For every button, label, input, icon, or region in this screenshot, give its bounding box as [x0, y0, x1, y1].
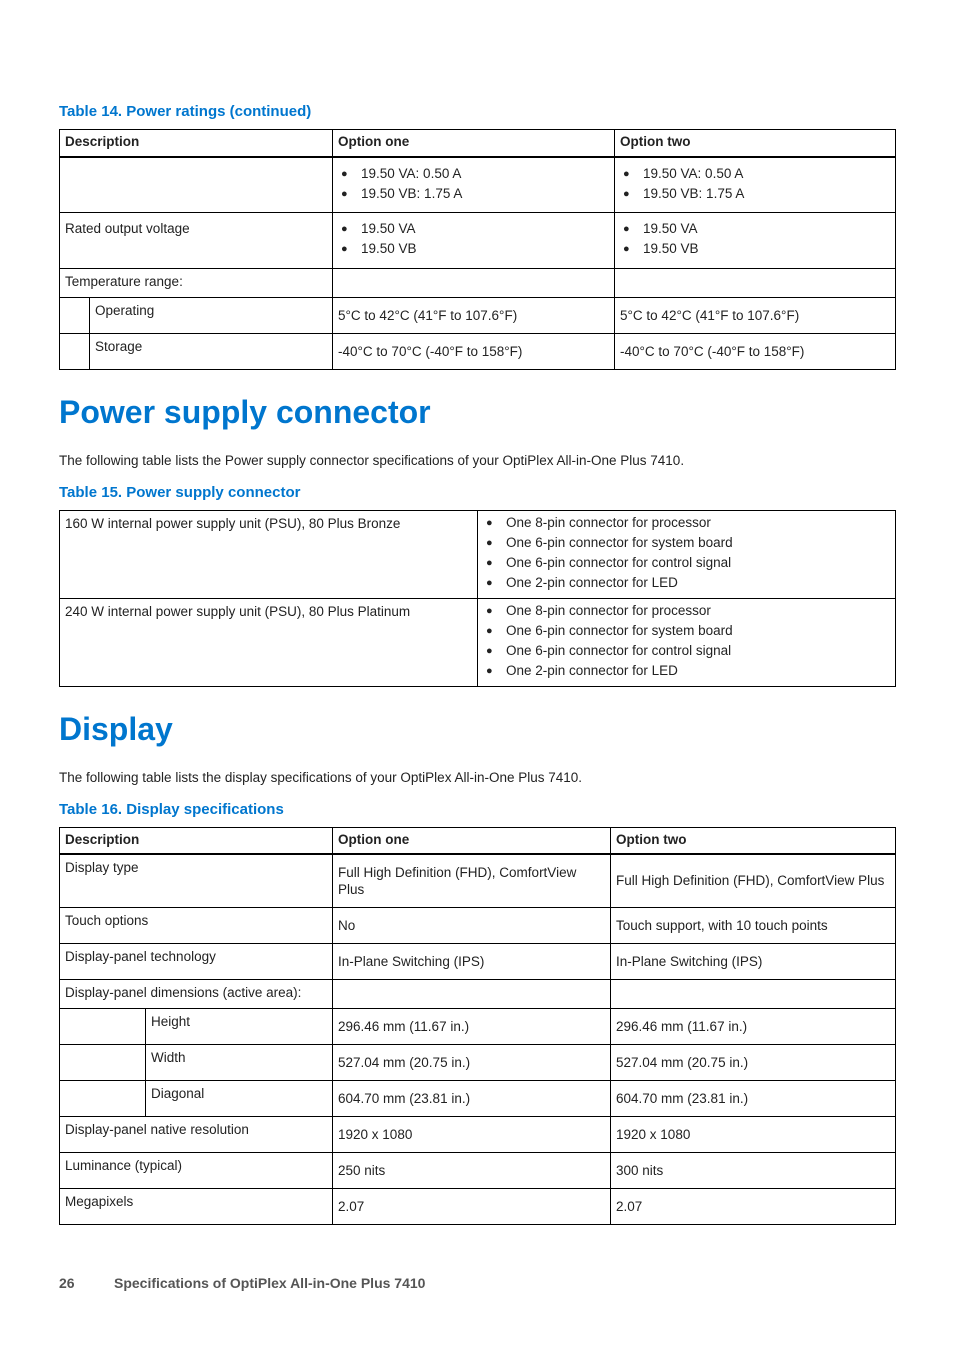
table-row: [60, 269, 896, 298]
table-cell: Megapixels: [60, 1189, 333, 1225]
table-cell: 160 W internal power supply unit (PSU), 80 Plus Bronze: [60, 511, 478, 599]
table-cell: Operating: [90, 298, 333, 334]
table-row: [60, 980, 896, 1009]
table-cell: Diagonal: [146, 1081, 333, 1117]
table-cell: Rated output voltage: [60, 213, 333, 269]
table-cell: [615, 269, 896, 298]
table-cell: 5°C to 42°C (41°F to 107.6°F): [615, 298, 896, 334]
table-row: [60, 157, 896, 213]
table-cell: [333, 213, 615, 269]
table-cell: [615, 213, 896, 269]
list-item: ● One 6-pin connector for system board: [483, 533, 890, 553]
table-cell: 604.70 mm (23.81 in.): [333, 1081, 611, 1117]
table-row: [60, 334, 896, 370]
list-item: ● One 6-pin connector for system board: [483, 621, 890, 641]
table-row: [60, 1009, 896, 1045]
list-item: ● 19.50 VB: [620, 239, 890, 259]
table-row: [60, 213, 896, 269]
table-cell: 240 W internal power supply unit (PSU), 80 Plus Platinum: [60, 599, 478, 687]
table-cell: [333, 157, 615, 213]
table-cell: 296.46 mm (11.67 in.): [611, 1009, 896, 1045]
list-item: ● 19.50 VA: 0.50 A: [338, 164, 609, 184]
table-cell: In-Plane Switching (IPS): [333, 944, 611, 980]
table-cell: Full High Definition (FHD), ComfortView Plus: [333, 854, 611, 908]
table-cell: 296.46 mm (11.67 in.): [333, 1009, 611, 1045]
power-supply-connector-table: [59, 510, 896, 687]
list-item: ● 19.50 VB: 1.75 A: [338, 184, 609, 204]
table-cell: Storage: [90, 334, 333, 370]
table-row: [60, 944, 896, 980]
table-cell: Width: [146, 1045, 333, 1081]
table-cell: 2.07: [611, 1189, 896, 1225]
table-row: [60, 298, 896, 334]
header-option-one: Option one: [333, 130, 615, 157]
table-cell: 2.07: [333, 1189, 611, 1225]
header-description: Description: [60, 130, 333, 157]
table-cell: -40°C to 70°C (-40°F to 158°F): [333, 334, 615, 370]
table-row: [60, 908, 896, 944]
list-item: ● One 6-pin connector for control signal: [483, 641, 890, 661]
table-cell: Display-panel dimensions (active area):: [60, 980, 333, 1009]
list-item: ● 19.50 VA: [338, 219, 609, 239]
table-cell: [478, 511, 896, 599]
table-cell: Touch support, with 10 touch points: [611, 908, 896, 944]
table-cell: Display-panel native resolution: [60, 1117, 333, 1153]
table-cell: No: [333, 908, 611, 944]
table-cell: Full High Definition (FHD), ComfortView Plus: [611, 854, 896, 908]
table-cell: [615, 157, 896, 213]
table-cell: [60, 298, 90, 334]
page-footer: [59, 1275, 425, 1291]
table-cell: Temperature range:: [60, 269, 333, 298]
table-row: [60, 1045, 896, 1081]
table-cell: [60, 1009, 146, 1045]
header-option-two: Option two: [611, 828, 896, 854]
table15-caption: Table 15. Power supply connector: [59, 484, 301, 501]
footer-section-title: Specifications of OptiPlex All-in-One Plus 7410: [114, 1275, 426, 1291]
table-cell: 1920 x 1080: [333, 1117, 611, 1153]
display-specifications-table: [59, 827, 896, 1225]
table-row: [60, 854, 896, 908]
section-title-display: Display: [59, 711, 173, 747]
table16-caption: Table 16. Display specifications: [59, 801, 284, 818]
table-row: [60, 1189, 896, 1225]
power-ratings-table: [59, 129, 896, 370]
list-item: ● 19.50 VA: 0.50 A: [620, 164, 890, 184]
table-cell: [333, 269, 615, 298]
table-row: [60, 1081, 896, 1117]
list-item: ● One 2-pin connector for LED: [483, 661, 890, 681]
table-cell: [333, 980, 611, 1009]
table-cell: [60, 1081, 146, 1117]
display-intro-text: The following table lists the display specifications of your OptiPlex All-in-One Plus 7410.: [59, 770, 583, 785]
list-item: ● One 8-pin connector for processor: [483, 513, 890, 533]
table-cell: In-Plane Switching (IPS): [611, 944, 896, 980]
table14-caption: Table 14. Power ratings (continued): [59, 103, 312, 120]
table-cell: 300 nits: [611, 1153, 896, 1189]
table-cell: 1920 x 1080: [611, 1117, 896, 1153]
table-cell: 250 nits: [333, 1153, 611, 1189]
header-option-one: Option one: [333, 828, 611, 854]
list-item: ● 19.50 VB: [338, 239, 609, 259]
page-number: 26: [59, 1275, 75, 1291]
header-option-two: Option two: [615, 130, 896, 157]
table-cell: [60, 334, 90, 370]
table-cell: [60, 1045, 146, 1081]
header-description: Description: [60, 828, 333, 854]
table-row: [60, 599, 896, 687]
table-row: [60, 1153, 896, 1189]
table-cell: 5°C to 42°C (41°F to 107.6°F): [333, 298, 615, 334]
table-cell: 527.04 mm (20.75 in.): [611, 1045, 896, 1081]
psu-intro-text: The following table lists the Power supply connector specifications of your OptiPlex All-in-One Plus 7410.: [59, 453, 685, 468]
table-cell: Display type: [60, 854, 333, 908]
list-item: ● One 2-pin connector for LED: [483, 573, 890, 593]
table-cell: 527.04 mm (20.75 in.): [333, 1045, 611, 1081]
table-cell: [60, 157, 333, 213]
section-title-power-supply-connector: Power supply connector: [59, 394, 431, 430]
list-item: ● 19.50 VA: [620, 219, 890, 239]
table-cell: Touch options: [60, 908, 333, 944]
table-cell: -40°C to 70°C (-40°F to 158°F): [615, 334, 896, 370]
table-cell: Luminance (typical): [60, 1153, 333, 1189]
table-row: [60, 511, 896, 599]
table-cell: [611, 980, 896, 1009]
list-item: ● One 6-pin connector for control signal: [483, 553, 890, 573]
table-row: [60, 1117, 896, 1153]
table-cell: [478, 599, 896, 687]
table-cell: Display-panel technology: [60, 944, 333, 980]
list-item: ● 19.50 VB: 1.75 A: [620, 184, 890, 204]
table-cell: 604.70 mm (23.81 in.): [611, 1081, 896, 1117]
table-cell: Height: [146, 1009, 333, 1045]
list-item: ● One 8-pin connector for processor: [483, 601, 890, 621]
